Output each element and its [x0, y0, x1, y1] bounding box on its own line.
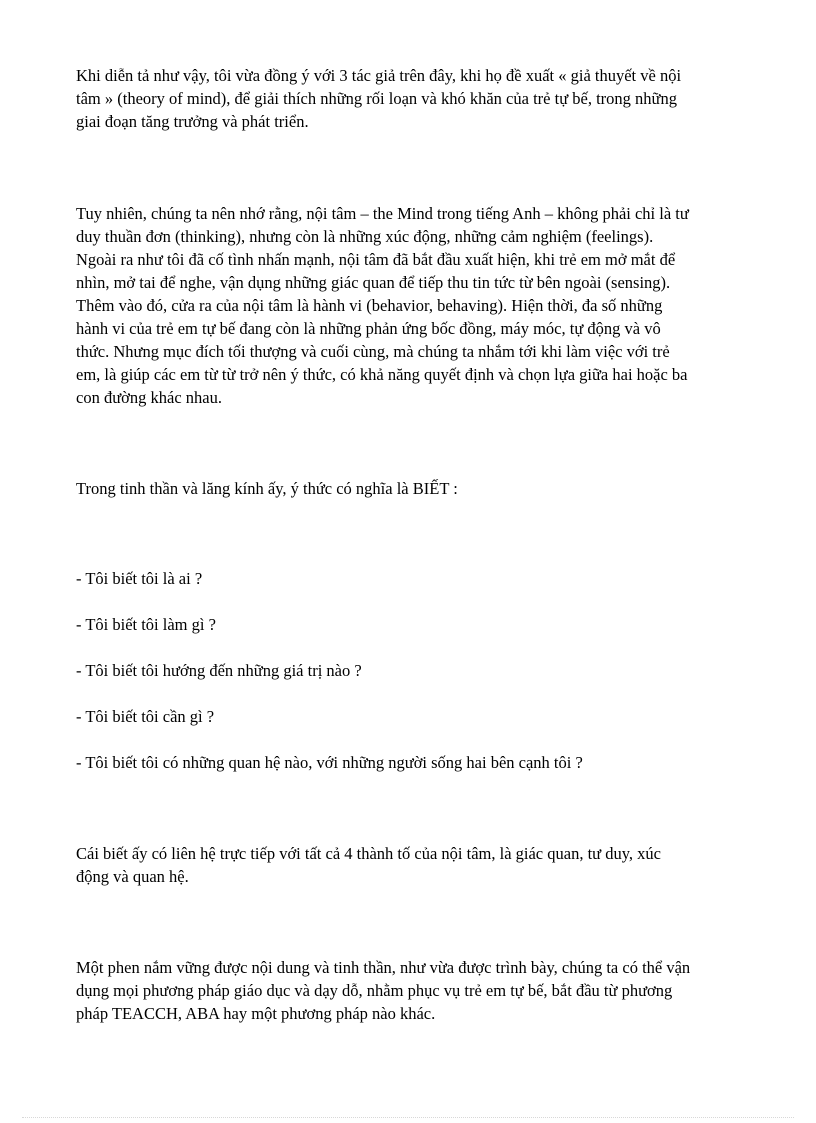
- text-line: Tuy nhiên, chúng ta nên nhớ rằng, nội tâm – the Mind trong tiếng Anh – không phải chỉ là tư: [76, 204, 689, 223]
- text-line: - Tôi biết tôi hướng đến những giá trị nào ?: [76, 661, 362, 680]
- text-line: - Tôi biết tôi là ai ?: [76, 569, 203, 588]
- text-line: Trong tinh thần và lăng kính ấy, ý thức có nghĩa là BIẾT :: [76, 479, 458, 498]
- list-item: [76, 567, 776, 590]
- list-item: [76, 613, 776, 636]
- paragraph-four-components: [76, 842, 776, 888]
- text-line: hành vi của trẻ em tự bế đang còn là những phản ứng bốc đồng, máy móc, tự động và vô: [76, 319, 661, 338]
- text-line: nhìn, mở tai để nghe, vận dụng những giác quan để tiếp thu tin tức từ bên ngoài (sensing).: [76, 273, 671, 292]
- paragraph-the-mind: [76, 202, 776, 409]
- text-line: con đường khác nhau.: [76, 388, 222, 407]
- footer-divider: [22, 1117, 794, 1118]
- paragraph-theory-of-mind: [76, 64, 776, 133]
- list-item: [76, 659, 776, 682]
- text-line: duy thuần đơn (thinking), nhưng còn là những xúc động, những cảm nghiệm (feelings).: [76, 227, 654, 246]
- text-line: dụng mọi phương pháp giáo dục và dạy dỗ, nhằm phục vụ trẻ em tự bế, bắt đầu từ phương: [76, 981, 673, 1000]
- text-line: tâm » (theory of mind), để giải thích những rối loạn và khó khăn của trẻ tự bế, trong những: [76, 89, 677, 108]
- text-line: pháp TEACCH, ABA hay một phương pháp nào khác.: [76, 1004, 436, 1023]
- list-item: [76, 705, 776, 728]
- text-line: Một phen nắm vững được nội dung và tinh thần, như vừa được trình bày, chúng ta có thể vận: [76, 958, 691, 977]
- text-line: - Tôi biết tôi làm gì ?: [76, 615, 216, 634]
- text-line: Cái biết ấy có liên hệ trực tiếp với tất cả 4 thành tố của nội tâm, là giác quan, tư duy, xúc: [76, 844, 661, 863]
- text-line: - Tôi biết tôi cần gì ?: [76, 707, 215, 726]
- list-item: [76, 751, 776, 774]
- paragraph-knowing-intro: [76, 477, 776, 500]
- text-line: Ngoài ra như tôi đã cố tình nhấn mạnh, nội tâm đã bắt đầu xuất hiện, khi trẻ em mở mắt để: [76, 250, 676, 269]
- text-line: thức. Nhưng mục đích tối thượng và cuối cùng, mà chúng ta nhắm tới khi làm việc với trẻ: [76, 342, 670, 361]
- text-line: động và quan hệ.: [76, 867, 189, 886]
- text-line: giai đoạn tăng trưởng và phát triển.: [76, 112, 309, 131]
- text-line: Khi diễn tả như vậy, tôi vừa đồng ý với 3 tác giả trên đây, khi họ đề xuất « giả thuyết về nội: [76, 66, 682, 85]
- paragraph-methods: [76, 956, 776, 1025]
- text-line: em, là giúp các em từ từ trở nên ý thức, có khả năng quyết định và chọn lựa giữa hai hoặc ba: [76, 365, 688, 384]
- text-line: Thêm vào đó, cửa ra của nội tâm là hành vi (behavior, behaving). Hiện thời, đa số những: [76, 296, 663, 315]
- text-line: - Tôi biết tôi có những quan hệ nào, với những người sống hai bên cạnh tôi ?: [76, 753, 583, 772]
